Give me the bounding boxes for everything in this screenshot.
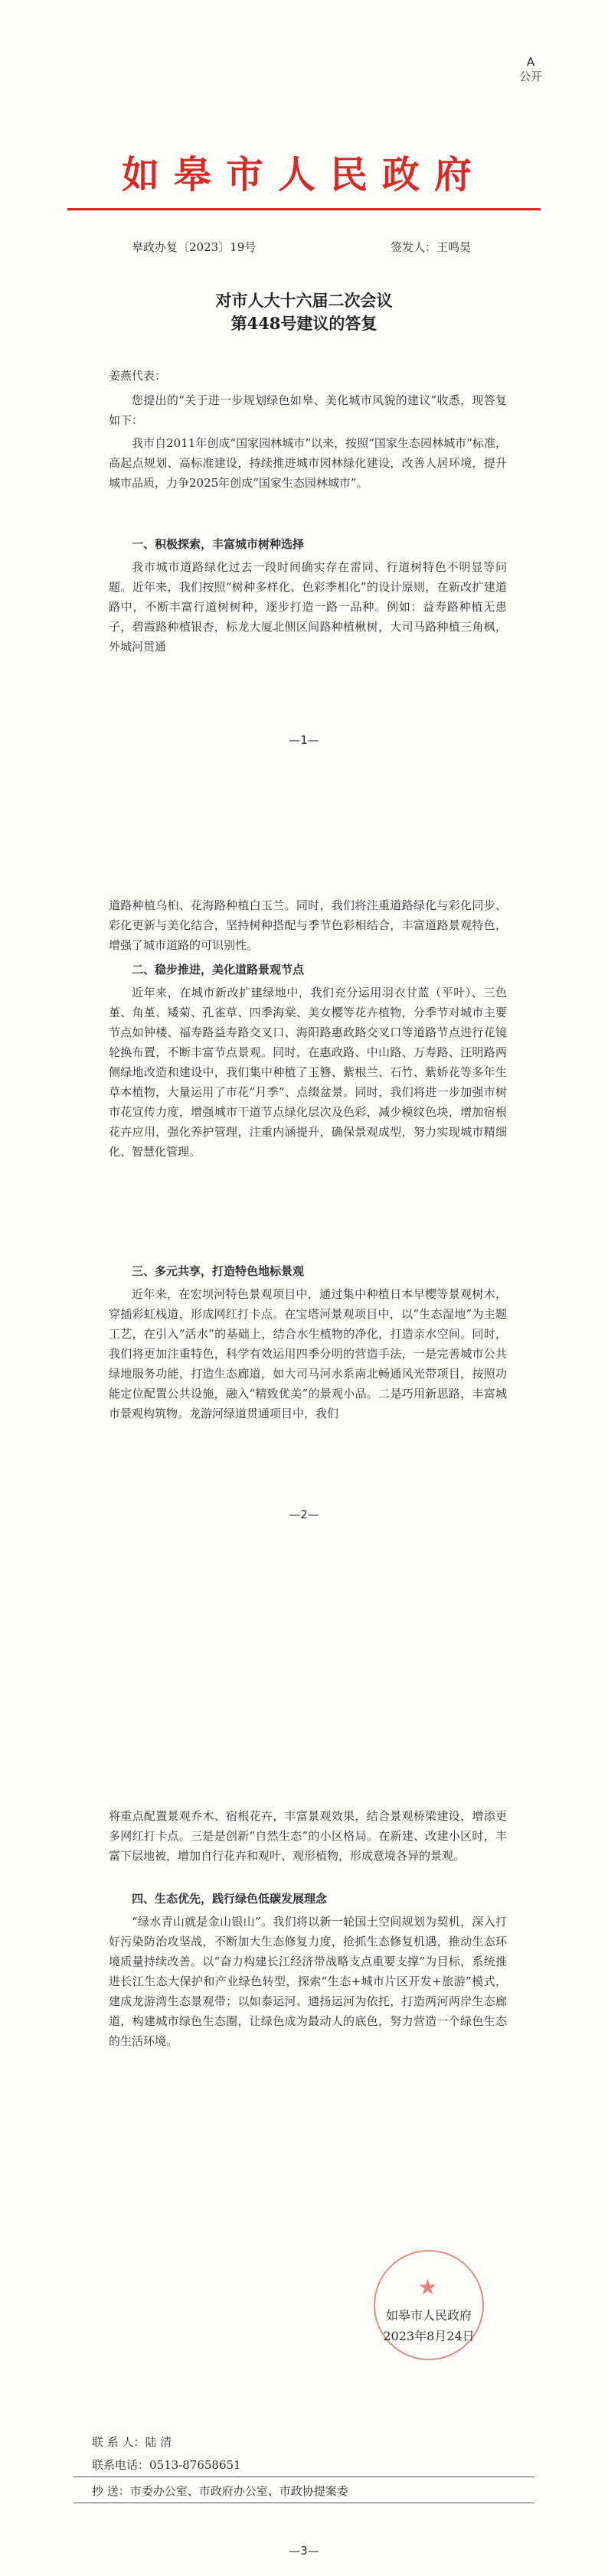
title-line-2: 第448号建议的答复 bbox=[230, 314, 378, 333]
page-number: —3— bbox=[289, 2544, 319, 2558]
section-1-paragraph: 我市城市道路绿化过去一段时间确实存在雷同、行道树特色不明显等问题。近年来，我们按照“树种多样化、色彩季相化”的设计原则，在新改扩建道路中，不断丰富行道树树种，逐步打造一路一品种。例如：益寿路种植无患子，碧霞路种植银杏，标龙大厦北侧区间路种植楸树，大司马路种植三角枫，外城河贯通 bbox=[109, 560, 507, 654]
section-3-paragraph: 近年来，在宏坝河特色景观项目中，通过集中种植日本早樱等景观树木，穿插彩虹栈道，形成网红打卡点。在宝塔河景观项目中，以“生态湿地”为主题工艺，在引入“活水”的基础上，结合水生植物的净化，打造亲水空间。同时，我们将更加注重特色，科学有效运用四季分明的营造手法，一是完善城市公共绿地服务功能，打造生态廊道，如大司马河水系南北畅通风光带项目，按照功能定位配置公共设施，融入“精致优美”的景观小品。二是巧用新思路，丰富城市景观构筑物。龙游河绿道贯通项目中，我们 bbox=[109, 1287, 507, 1420]
page-2 bbox=[0, 859, 608, 1717]
document-title bbox=[0, 289, 608, 335]
issuing-organization: 如皋市人民政府 bbox=[385, 2308, 472, 2323]
section-2-paragraph: 近年来，在城市新改扩建绿地中，我们充分运用羽衣甘蓝（平叶）、三色堇、角堇、矮菊、孔雀草、四季海棠、美女樱等花卉植物，分季节对城市主要节点如钟楼、福寿路益寿路交叉口、海阳路惠政路交叉口等道路节点进行花镜轮换布置，不断丰富节点景观。同时，在惠政路、中山路、万寿路、汪明路两侧绿地改造和建设中，我们集中种植了玉簪、紫根兰、石竹、紫娇花等多年生草本植物，大量运用了市花“月季”、点缀盆景。同时，我们将进一步加强市树市花宣传力度，增强城市干道节点绿化层次及色彩，减少模纹色块，增加宿根花卉应用，强化养护管理，注重内涵提升，确保景观成型，努力实现城市精细化、智慧化管理。 bbox=[109, 986, 507, 1159]
overview-paragraph: 我市自2011年创成“国家园林城市”以来，按照“国家生态园林城市”标准，高起点规划、高标准建设，持续推进城市园林绿化建设，改善人居环境，提升城市品质，力争2025年创成“国家生态园林城市”。 bbox=[109, 436, 507, 490]
section-3-continued: 将重点配置景观乔木、宿根花卉，丰富景观效果，结合景观桥梁建设，增添更多网红打卡点。三是是创新“自然生态”的小区格局。在新建、改建小区时，丰富下层地被，增加自行花卉和观叶、观形植物，形成意境各异的景观。 bbox=[109, 1809, 507, 1863]
signer: 签发人：王鸣昊 bbox=[391, 240, 472, 254]
page-1 bbox=[0, 0, 608, 859]
page-number: —1— bbox=[289, 733, 319, 747]
mark-public: 公开 bbox=[518, 70, 542, 83]
seal-star-icon: ★ bbox=[418, 2274, 438, 2300]
page-number: —2— bbox=[289, 1508, 319, 1521]
contact-phone: 联系电话：0513-87658651 bbox=[92, 2458, 241, 2472]
issue-date: 2023年8月24日 bbox=[383, 2329, 475, 2343]
government-header: 如皋市人民政府 bbox=[121, 152, 486, 197]
document-number: 皋政办复〔2023〕19号 bbox=[132, 240, 257, 254]
section-heading-1: 一、积极探索，丰富城市树种选择 bbox=[132, 537, 305, 551]
contact-person: 联 系 人：陆 清 bbox=[92, 2435, 172, 2449]
title-line-1: 对市人大十六届二次会议 bbox=[215, 291, 393, 310]
mark-letter: A bbox=[526, 55, 535, 69]
salutation: 姜燕代表： bbox=[109, 369, 167, 383]
disclosure-mark bbox=[519, 55, 542, 84]
intro-paragraph: 您提出的“关于进一步规划绿色如皋、美化城市风貌的建议”收悉，现答复如下： bbox=[109, 393, 507, 427]
section-1-continued: 道路种植乌桕、花海路种植白玉兰。同时，我们将注重道路绿化与彩化同步、彩化更新与美化结合，坚持树种搭配与季节色彩相结合，丰富道路景观特色，增强了城市道路的可识别性。 bbox=[109, 898, 507, 952]
section-heading-3: 三、多元共享，打造特色地标景观 bbox=[132, 1264, 305, 1278]
red-divider bbox=[67, 208, 541, 210]
section-heading-4: 四、生态优先，践行绿色低碳发展理念 bbox=[132, 1892, 328, 1906]
section-heading-2: 二、稳步推进，美化道路景观节点 bbox=[132, 963, 305, 977]
cc-list: 抄 送：市委办公室、市政府办公室、市政协提案委 bbox=[92, 2484, 348, 2498]
section-4-paragraph: “绿水青山就是金山银山”。我们将以新一轮国土空间规划为契机，深入打好污染防治攻坚战，不断加大生态修复力度，抢抓生态修复机遇，推动生态环境质量持续改善。以“奋力构建长江经济带战略支点重要支撑”为目标，系统推进长江生态大保护和产业绿色转型，探索“生态+城市片区开发+旅游”模式，建成龙游湾生态景观带；以如泰运河、通扬运河为依托，打造两河两岸生态廊道，构建城市绿色生态圈，让绿色成为最动人的底色，努力营造一个绿色生态的生活环境。 bbox=[109, 1915, 507, 2048]
